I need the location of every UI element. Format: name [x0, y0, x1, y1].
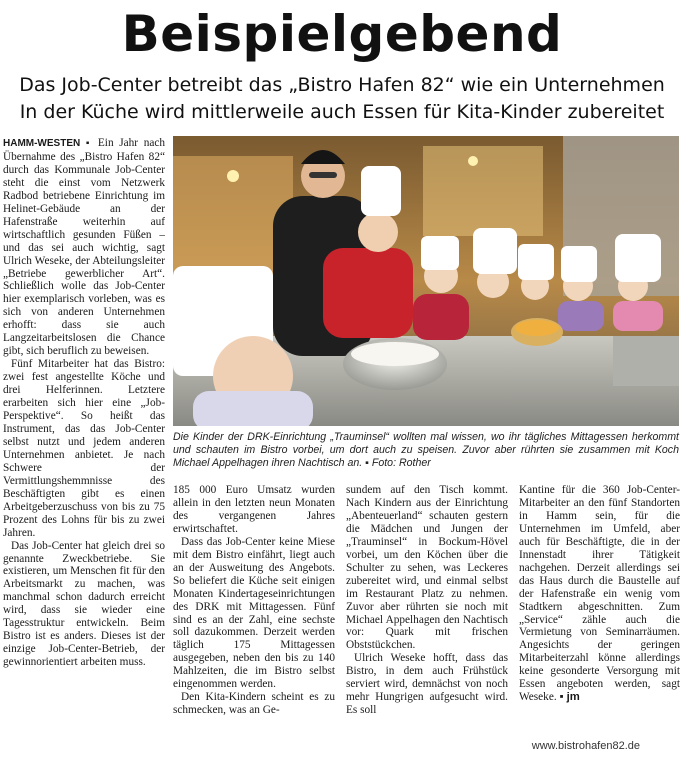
headline: Beispielgebend	[121, 5, 563, 63]
photo-caption: Die Kinder der DRK-Einrichtung „Trauminsel“ wollten mal wissen, wo ihr tägliches Mittagessen herkommt und schauten im Bistro vorbei, um dort auch zu speisen. Zuvor aber rührten sie zusammen mit Koch Michael Appelhagen ihren Nachtisch an. ▪ Foto: Rother	[173, 431, 679, 469]
author-signature: ▪ jm	[559, 691, 580, 704]
article-column-4	[519, 484, 680, 736]
paragraph: 185 000 Euro Umsatz wurden allein in den letzten neun Monaten des vergangenen Jahres erwirtschaftet.	[173, 484, 335, 535]
paragraph: Den Kita-Kindern scheint es zu schmecken, was an Ge-	[173, 691, 335, 717]
paragraph: Das Job-Center hat gleich drei so genannte Zweckbetriebe. Sie existieren, um Menschen fit für den Arbeitsmarkt zu machen, was manchmal schon dadurch erreicht wird, dass sie wieder eine Tagesstruktur entwickeln. Beim Bistro ist es anders. Dieses ist der einzige Job-Center-Betrieb, der gewinnorientiert arbeiten muss.	[3, 539, 165, 669]
paragraph: Dass das Job-Center keine Miese mit dem Bistro einfährt, liegt auch an der Ausweitung des Angebots. So beliefert die Küche seit einigen Monaten Kindertageseinrichtungen des DRK mit Mittagessen. Fünf sind es an der Zahl, eine sechste soll dazukommen. Derzeit werden täglich 175 Mittagessen ausgegeben, neben den bis zu 140 Mahlzeiten, die im Bistro selbst eingenommen werden.	[173, 535, 335, 691]
article-column-3	[346, 484, 508, 757]
paragraph: Fünf Mitarbeiter hat das Bistro: zwei fest angestellte Köche und drei Helferinnen. Letztere erarbeiten sich hier eine „Job-Perspektive“. So heißt das Instrument, das das Job-Center selbst nutzt und jedem anderen Unternehmen anbietet. Je nach Schwere der Vermittlungshemmnisse des Beschäftigten gibt es einen Arbeitgeberzuschuss von bis zu 75 Prozent des Lohns für bis zu zwei Jahren.	[3, 358, 165, 539]
dateline: HAMM-WESTEN	[3, 138, 81, 149]
paragraph	[519, 484, 680, 704]
article-column-1	[3, 137, 165, 757]
photo-illustration	[173, 136, 679, 426]
subheadline-2: In der Küche wird mittlerweile auch Essen für Kita-Kinder zubereitet	[19, 101, 665, 123]
article-photo	[173, 136, 679, 426]
paragraph: sundem auf den Tisch kommt. Nach Kindern aus der Einrichtung „Abenteuerland“ schauten gestern die Mädchen und Jungen der „Trauminsel“ in Bockum-Hövel vorbei, um den Köchen über die Schulter zu sehen, was Leckeres zubereitet wird, und einmal selbst im Restaurant Platz zu nehmen. Zuvor aber rührten sie noch mit Michael Appelhagen den Nachtisch vor: Quark mit frischen Obststückchen.	[346, 484, 508, 652]
subheadline-1: Das Job-Center betreibt das „Bistro Hafen 82“ wie ein Unternehmen	[19, 74, 665, 96]
article-column-2	[173, 484, 335, 757]
footer-url[interactable]: www.bistrohafen82.de	[531, 740, 640, 752]
paragraph-text: Kantine für die 360 Job-Center-Mitarbeiter an den fünf Standorten in Hamm sein, für die Unternehmen im Umfeld, aber auch für Beschäftigte, die in der Innenstadt ihrer Tätigkeit nachgehen. Derzeit allerdings sei das Haus durch die Baustelle auf der Hafenstraße ein wenig vom Stadtkern abgeschnitten. Zum „Service“ zähle auch die Vermietung von Seminarräumen. Angesichts der geringen Mitarbeiterzahl könne allerdings keine gesonderte Versorgung mit Essen angeboten werden, sagt Weseke.	[519, 484, 680, 704]
paragraph: Ulrich Weseke hofft, dass das Bistro, in dem auch Frühstück serviert wird, demnächst von noch mehr Hungrigen aufgesucht wird. Es soll	[346, 652, 508, 717]
paragraph-text: Ein Jahr nach Übernahme des „Bistro Hafen 82“ durch das Kommunale Job-Center steht die einst vom Netzwerk Radbod betriebene Einrichtung im Helinet-Gebäude an der Hafenstraße weiterhin auf wirtschaftlich gesunden Füßen – und das sei auch wichtig, sagt Ulrich Weseke, der Abteilungsleiter „Betriebe gewerblicher Art“. Schließlich wolle das Job-Center hier exemplarisch vorleben, was es sich von anderen Unternehmen erhofft: dass sie auch Langzeitarbeitslosen die Chance gibt, sich beruflich zu beweisen.	[3, 137, 165, 358]
dateline-bullet: ▪	[85, 138, 93, 149]
paragraph	[3, 137, 165, 358]
